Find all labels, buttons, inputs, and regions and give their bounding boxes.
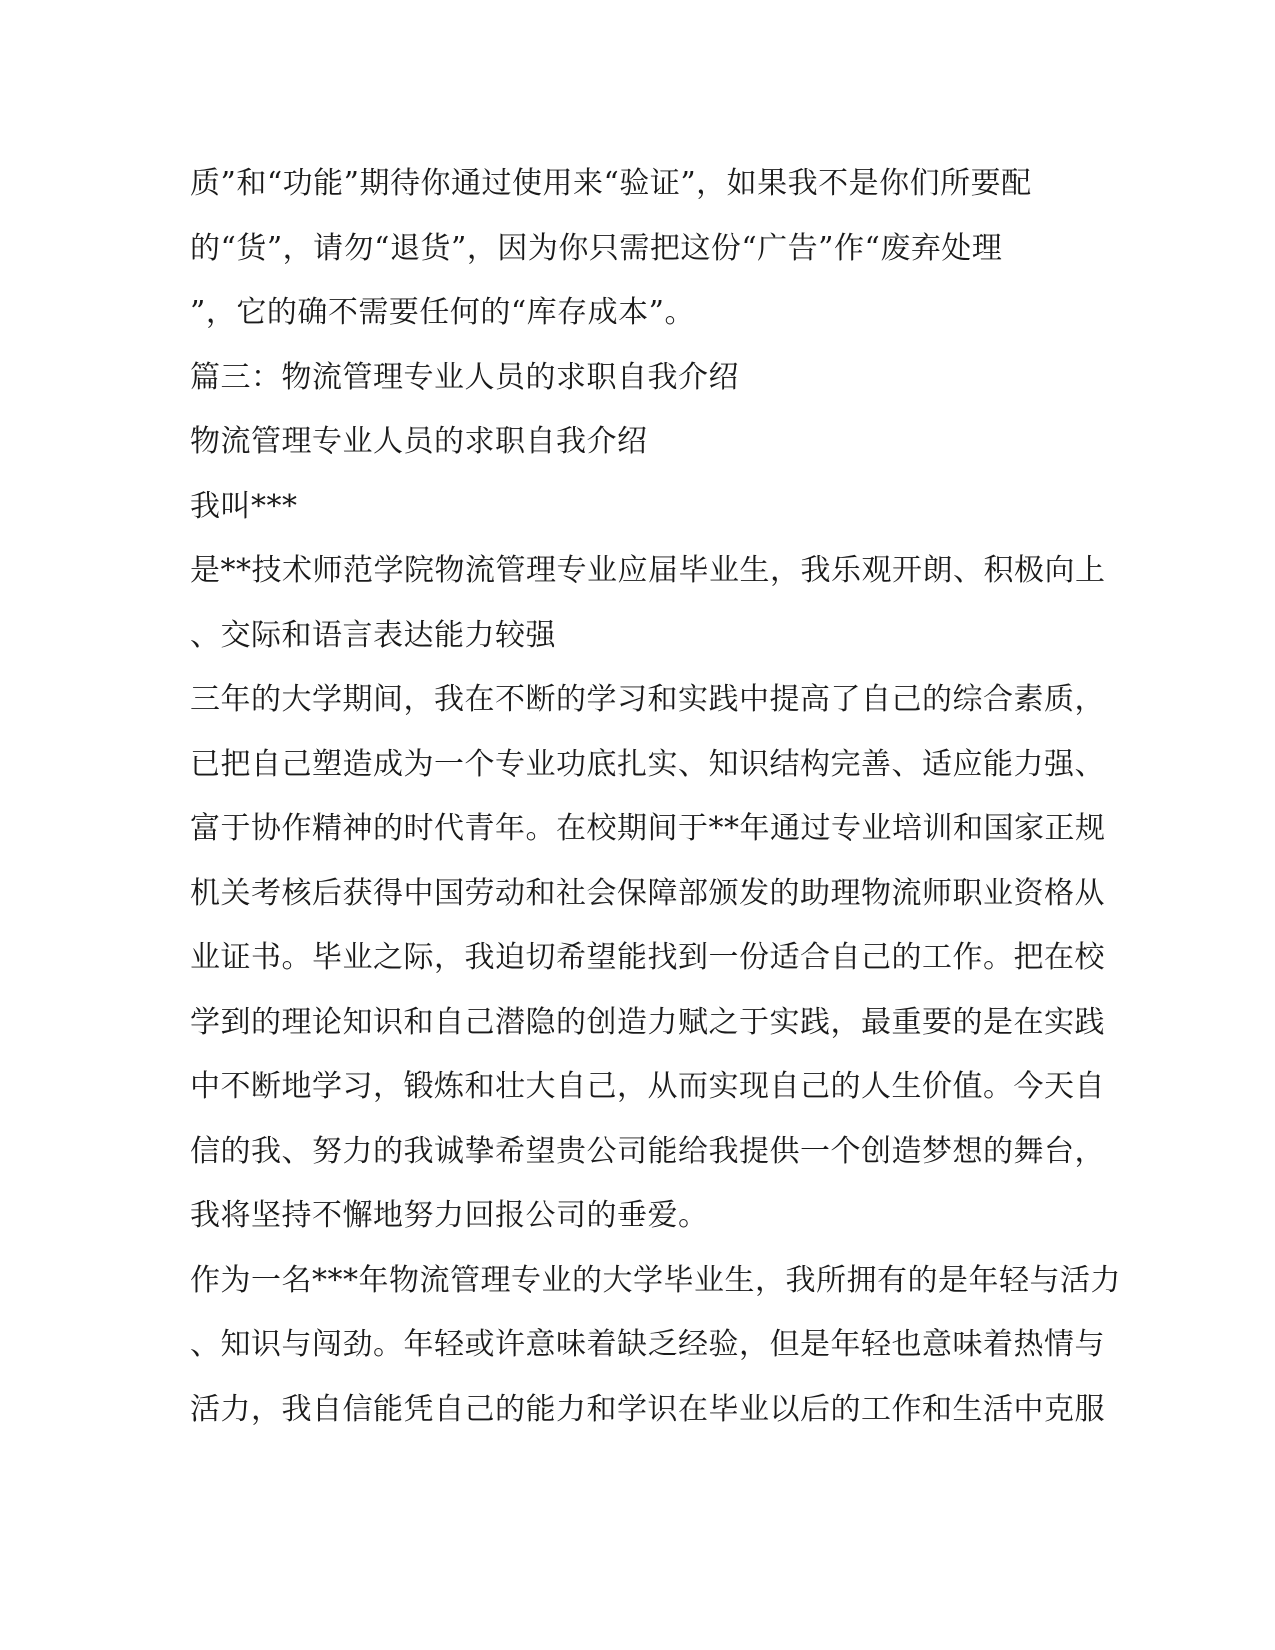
text-line: 我叫*** <box>190 488 298 524</box>
text-line: 、交际和语言表达能力较强 <box>190 617 556 653</box>
text-line: 已把自己塑造成为一个专业功底扎实、知识结构完善、适应能力强、 <box>190 746 1105 782</box>
text-line: ”，它的确不需要任何的“库存成本”。 <box>190 295 696 330</box>
text-line: 业证书。毕业之际，我迫切希望能找到一份适合自己的工作。把在校 <box>190 940 1105 975</box>
text-line: 质”和“功能”期待你通过使用来“验证”，如果我不是你们所要配 <box>190 166 1032 201</box>
text-line: 的“货”，请勿“退货”，因为你只需把这份“广告”作“废弃处理 <box>190 230 1003 266</box>
text-line: 三年的大学期间，我在不断的学习和实践中提高了自己的综合素质， <box>190 682 1105 717</box>
text-line: 活力，我自信能凭自己的能力和学识在毕业以后的工作和生活中克服 <box>190 1391 1105 1427</box>
text-line: 作为一名***年物流管理专业的大学毕业生，我所拥有的是年轻与活力 <box>190 1262 1121 1298</box>
text-line: 是**技术师范学院物流管理专业应届毕业生，我乐观开朗、积极向上 <box>190 553 1106 588</box>
text-line: 中不断地学习，锻炼和壮大自己，从而实现自己的人生价值。今天自 <box>190 1069 1105 1104</box>
text-line: 学到的理论知识和自己潜隐的创造力赋之于实践，最重要的是在实践 <box>190 1004 1105 1040</box>
document-body <box>190 152 1121 1442</box>
text-line: 我将坚持不懈地努力回报公司的垂爱。 <box>190 1198 709 1233</box>
text-line: 信的我、努力的我诚挚希望贵公司能给我提供一个创造梦想的舞台， <box>190 1133 1105 1169</box>
section-heading: 篇三：物流管理专业人员的求职自我介绍 <box>190 359 739 395</box>
text-line: 机关考核后获得中国劳动和社会保障部颁发的助理物流师职业资格从 <box>190 875 1105 911</box>
text-line: 富于协作精神的时代青年。在校期间于**年通过专业培训和国家正规 <box>190 811 1106 846</box>
text-line: 、知识与闯劲。年轻或许意味着缺乏经验，但是年轻也意味着热情与 <box>190 1327 1105 1362</box>
document-title: 物流管理专业人员的求职自我介绍 <box>190 424 648 459</box>
